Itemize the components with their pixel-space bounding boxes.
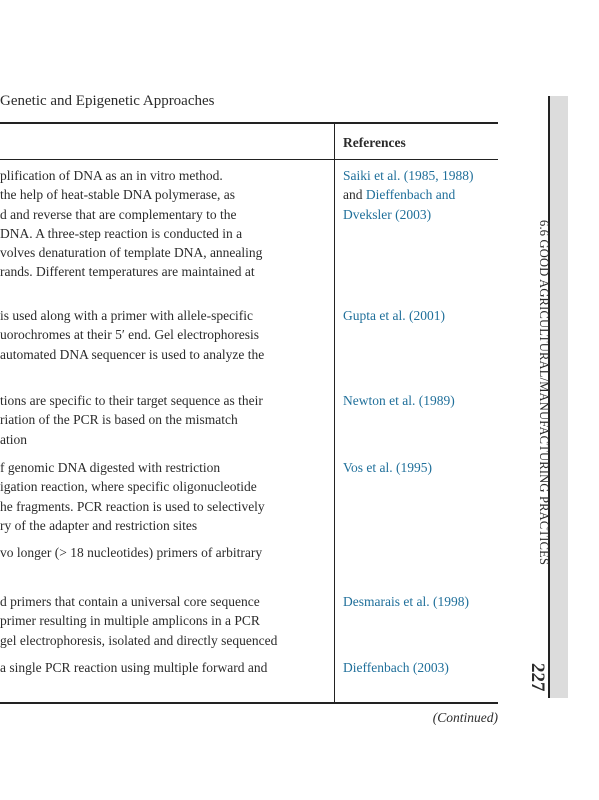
table-row-description (0, 391, 332, 449)
description-line: tions are specific to their target sequence as their (0, 393, 263, 408)
description-line: uorochromes at their 5′ end. Gel electrophoresis (0, 327, 259, 343)
table-row-description (0, 166, 332, 282)
description-line: f genomic DNA digested with restriction (0, 460, 221, 475)
reference-link[interactable]: Desmarais et al. (1998) (343, 594, 469, 609)
page-number: 227 (527, 663, 548, 692)
description-line: ry of the adapter and restriction sites (0, 517, 198, 533)
reference-link[interactable]: Newton et al. (1989) (343, 393, 455, 408)
description-line: the help of heat-stable DNA polymerase, as (0, 187, 236, 203)
table-row-reference (343, 306, 445, 325)
continued-note: (Continued) (432, 710, 498, 725)
running-head: Genetic and Epigenetic Approaches (0, 93, 215, 109)
reference-connector: and (343, 187, 366, 203)
table-row-reference (343, 166, 473, 224)
table-top-rule (0, 122, 498, 124)
description-line: primer resulting in multiple amplicons in a PCR (0, 613, 260, 629)
description-line: vo longer (> 18 nucleotides) primers of arbitrary (0, 545, 263, 560)
description-line: automated DNA sequencer is used to analyze the (0, 346, 265, 362)
description-line: he fragments. PCR reaction is used to selectively (0, 498, 265, 514)
reference-link[interactable]: Dveksler (2003) (343, 206, 432, 222)
reference-link[interactable]: Vos et al. (1995) (343, 460, 432, 475)
description-line: is used along with a primer with allele-specific (0, 308, 254, 323)
reference-link[interactable]: Dieffenbach (2003) (343, 660, 449, 675)
table-row-description (0, 306, 332, 364)
description-line: rands. Different temperatures are maintained at (0, 264, 255, 280)
description-line: volves denaturation of template DNA, annealing (0, 245, 263, 261)
side-thumb-bar (549, 96, 568, 698)
column-divider (334, 122, 335, 703)
description-line: ation (0, 431, 27, 447)
description-line: riation of the PCR is based on the mismatch (0, 412, 238, 428)
description-line: plification of DNA as an in vitro method. (0, 168, 223, 183)
section-side-title: 6.6 GOOD AGRICULTURAL/MANUFACTURING PRACTICES (537, 220, 551, 566)
table-row-description (0, 658, 332, 677)
table-row-description (0, 458, 332, 535)
reference-link[interactable]: Saiki et al. (1985, 1988) (343, 168, 474, 183)
table-row-reference (343, 658, 449, 677)
reference-link[interactable]: Gupta et al. (2001) (343, 308, 445, 323)
description-line: d primers that contain a universal core sequence (0, 594, 260, 609)
table-header-rule (0, 159, 498, 160)
description-line: DNA. A three-step reaction is conducted in a (0, 225, 243, 241)
table-row-reference (343, 592, 469, 611)
reference-link[interactable]: Dieffenbach and (365, 187, 456, 203)
description-line: gel electrophoresis, isolated and directly sequenced (0, 632, 278, 648)
table-row-description (0, 543, 332, 562)
table-row-reference (343, 391, 455, 410)
table-row-reference (343, 458, 432, 477)
table-bottom-rule (0, 702, 498, 704)
references-column-header: References (343, 135, 406, 150)
table-row-description (0, 592, 332, 650)
description-line: igation reaction, where specific oligonucleotide (0, 479, 257, 495)
description-line: d and reverse that are complementary to the (0, 206, 237, 222)
description-line: a single PCR reaction using multiple forward and (0, 660, 268, 675)
